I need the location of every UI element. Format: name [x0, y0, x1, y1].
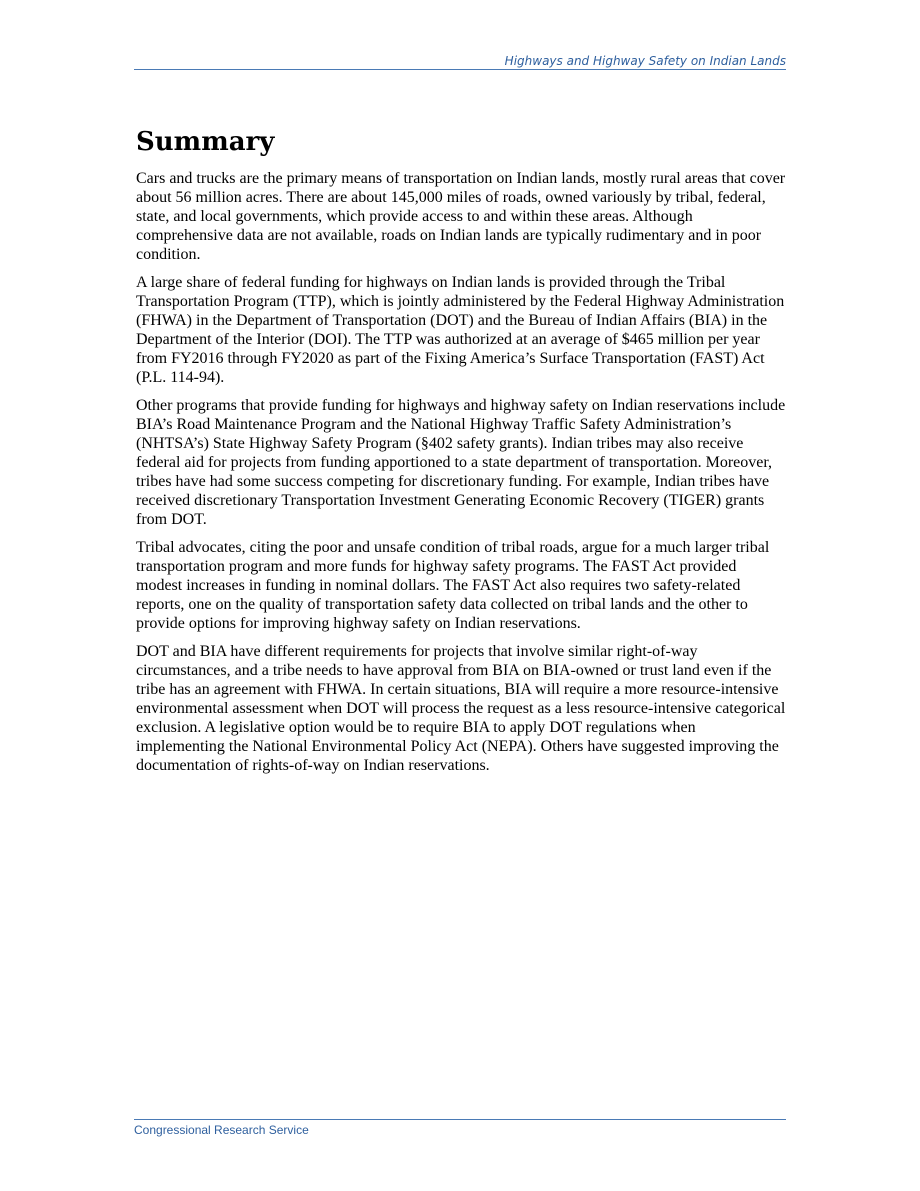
running-header [134, 54, 786, 70]
summary-paragraph-3: Other programs that provide funding for highways and highway safety on Indian reservations include BIA’s Road Maintenance Program and the National Highway Traffic Safety Administration’s (NHTSA’s) State Highway Safety Program (§402 safety grants). Indian tribes may also receive federal aid for projects from funding apportioned to a state department of transportation. Moreover, tribes have had some success competing for discretionary funding. For example, Indian tribes have received discretionary Transportation Investment Generating Economic Recovery (TIGER) grants from DOT. [136, 397, 786, 528]
footer-organization: Congressional Research Service [134, 1123, 309, 1137]
summary-paragraph-1: Cars and trucks are the primary means of transportation on Indian lands, mostly rural areas that cover about 56 million acres. There are about 145,000 miles of roads, owned variously by tribal, federal, state, and local governments, which provide access to and within these areas. Although comprehensive data are not available, roads on Indian lands are typically rudimentary and in poor condition. [136, 170, 786, 263]
running-header-title: Highways and Highway Safety on Indian Lands [504, 54, 786, 68]
summary-paragraph-4: Tribal advocates, citing the poor and unsafe condition of tribal roads, argue for a much larger tribal transportation program and more funds for highway safety programs. The FAST Act provided modest increases in funding in nominal dollars. The FAST Act also requires two safety-related reports, one on the quality of transportation safety data collected on tribal lands and the other to provide options for improving highway safety on Indian reservations. [136, 539, 770, 632]
summary-paragraph-5: DOT and BIA have different requirements for projects that involve similar right-of-way circumstances, and a tribe needs to have approval from BIA on BIA-owned or trust land even if the tribe has an agreement with FHWA. In certain situations, BIA will require a more resource-intensive environmental assessment when DOT will process the request as a less resource-intensive categorical exclusion. A legislative option would be to require BIA to apply DOT regulations when implementing the National Environmental Policy Act (NEPA). Others have suggested improving the documentation of rights-of-way on Indian reservations. [136, 643, 786, 774]
summary-paragraph-2: A large share of federal funding for highways on Indian lands is provided through the Tribal Transportation Program (TTP), which is jointly administered by the Federal Highway Administration (FHWA) in the Department of Transportation (DOT) and the Bureau of Indian Affairs (BIA) in the Department of the Interior (DOI). The TTP was authorized at an average of $465 million per year from FY2016 through FY2020 as part of the Fixing America’s Surface Transportation (FAST) Act (P.L. 114-94). [136, 274, 785, 386]
document-body [136, 124, 786, 784]
page-title: Summary [136, 127, 275, 157]
running-footer [134, 1119, 786, 1138]
